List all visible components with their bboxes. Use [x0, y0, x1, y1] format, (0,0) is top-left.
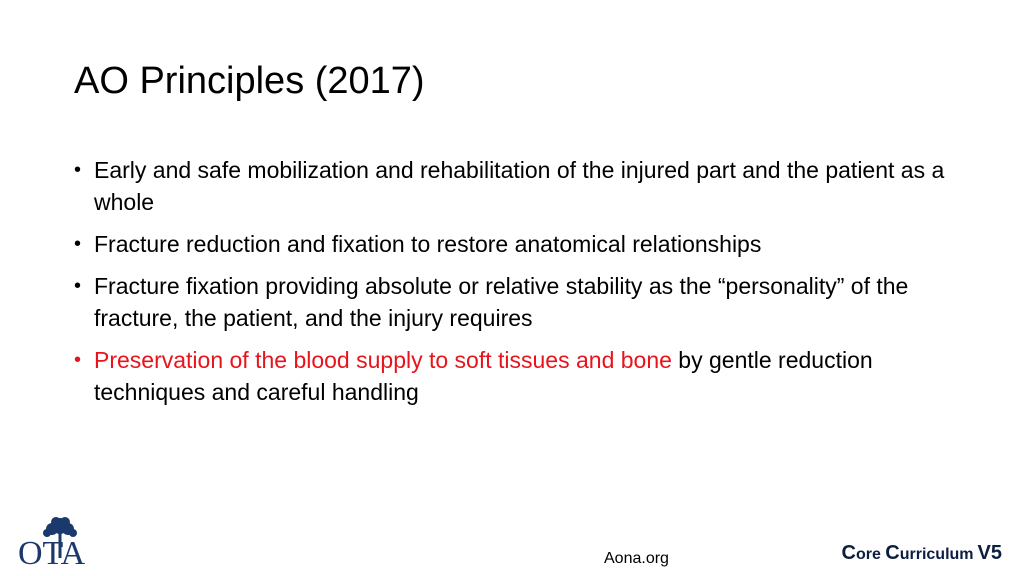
bullet-item	[74, 344, 954, 408]
bullet-text: by gentle reduction techniques and careful handling	[94, 347, 873, 405]
footer-link[interactable]: Aona.org	[604, 550, 669, 567]
ota-logo	[16, 514, 100, 568]
bullet-highlight-text: Preservation of the blood supply to soft tissues and bone	[94, 347, 672, 373]
brand-version: V5	[977, 542, 1002, 564]
core-curriculum-brand	[841, 542, 1002, 565]
bullet-text: Fracture reduction and fixation to restore anatomical relationships	[94, 231, 762, 257]
bullet-item	[74, 270, 954, 334]
brand-ore: ore	[855, 546, 886, 563]
bullet-text: Fracture fixation providing absolute or relative stability as the “personality” of the fracture, the patient, and the injury requires	[94, 273, 909, 331]
slide-title: AO Principles (2017)	[74, 60, 425, 102]
bullet-dot-icon: •	[74, 275, 82, 297]
logo-letters: OTA	[18, 535, 86, 568]
bullet-item	[74, 154, 954, 218]
bullet-text: Early and safe mobilization and rehabilitation of the injured part and the patient as a whole	[94, 157, 945, 215]
bullet-dot-icon: •	[74, 233, 82, 255]
brand-c1: C	[841, 542, 856, 564]
brand-urriculum: urriculum	[899, 546, 974, 563]
bullet-dot-icon: •	[74, 349, 82, 371]
bullet-list	[74, 154, 954, 418]
bullet-item	[74, 228, 954, 260]
brand-c2: C	[885, 542, 900, 564]
bullet-dot-icon: •	[74, 159, 82, 181]
